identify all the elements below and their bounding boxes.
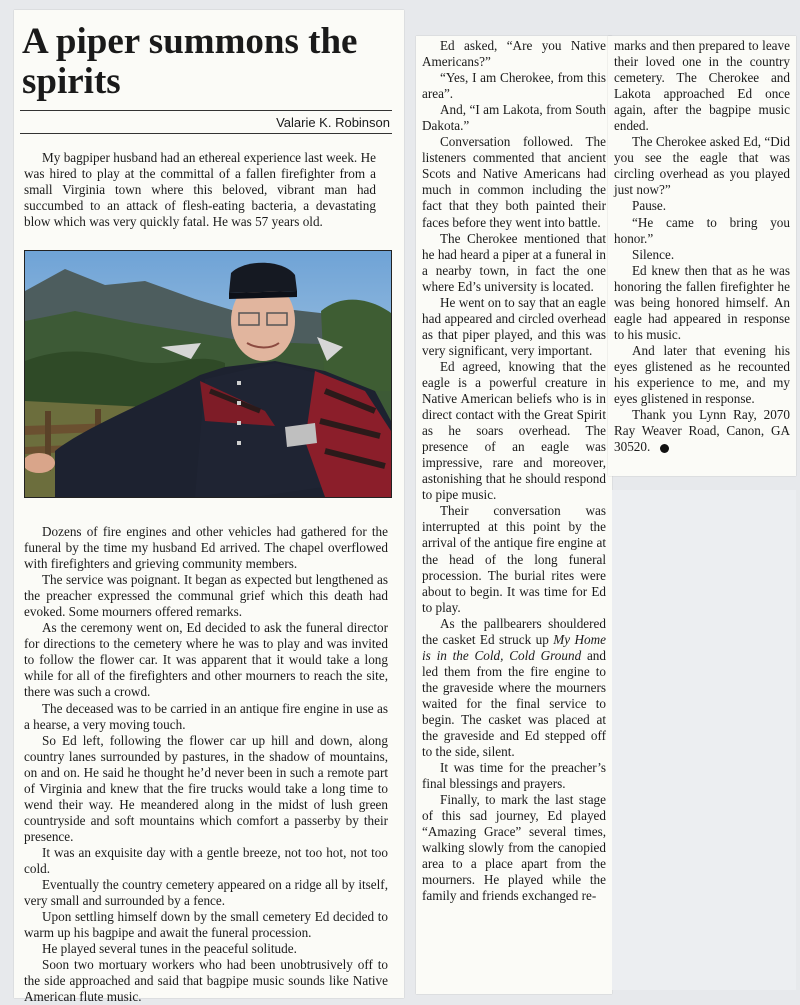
paragraph: And later that evening his eyes glistened as he recounted his experience to me, and my eyes glistened in response. <box>614 342 790 407</box>
paragraph: Eventually the country cemetery appeared on a ridge all by itself, very small and surrounded by a fence. <box>24 877 388 909</box>
paragraph: It was an exquisite day with a gentle breeze, not too hot, not too cold. <box>24 844 388 876</box>
column-two <box>416 36 612 994</box>
paragraph: So Ed left, following the flower car up hill and down, along country lanes surrounded by pastures, in the shadow of mountains, on and on. He said he thought he’d never been in such a remote part of Virginia and knew that the fire trucks would take a long time to wend their way. He meandered along in the midst of lush green countryside and soft mountains which comfort a passerby by their presence. <box>24 732 388 844</box>
paragraph: As the ceremony went on, Ed decided to ask the funeral director for directions to the cemetery where he was to play and was invited to follow the flower car. It was apparent that it would take a long while for all of the firefighters and other mourners to reach the site, there was such a crowd. <box>24 620 388 700</box>
paragraph: Soon two mortuary workers who had been unobtrusively off to the side approached and said that bagpipe music sounds like Native American flute music. <box>24 957 388 1005</box>
column-one <box>14 10 404 1005</box>
text-run: and led them from the fire engine to the graveside where the mourners waited for the final service to begin. The casket was placed at the graveside and Ed stepped off to the side, silent. <box>422 647 606 760</box>
paragraph: Pause. <box>632 198 667 214</box>
paragraph: He played several tunes in the peaceful solitude. <box>42 941 297 957</box>
paragraph: My bagpiper husband had an ethereal experience last week. He was hired to play at the committal of a fallen firefighter from a small Virginia town where this beloved, vibrant man had succumbed to an attack of flesh-eating bacteria, a devastating blow which was very quickly fatal. He was 57 years old. <box>24 150 376 230</box>
photo-bagpiper <box>24 250 392 498</box>
paragraph: The Cherokee mentioned that he had heard a piper at a funeral in a nearby town, in fact the one where Ed’s university is located. <box>422 230 606 294</box>
thanks-text: Thank you Lynn Ray, 2070 Ray Weaver Road, Canon, GA 30520. <box>614 407 790 455</box>
paragraph: Their conversation was interrupted at this point by the arrival of the antique fire engine at the head of the long funeral procession. The burial rites were about to begin. It was time for Ed to play. <box>422 503 606 615</box>
text-run: As the pallbearers shouldered the casket Ed struck up <box>422 615 606 647</box>
paragraph: “He came to bring you honor.” <box>614 214 790 246</box>
paragraph: Finally, to mark the last stage of this sad journey, Ed played “Amazing Grace” several times, walking slowly from the canopied area to a place apart from the mourners. He played while the family and friends exchanged re- <box>422 792 606 904</box>
end-mark-icon <box>660 444 669 453</box>
byline-rule <box>20 133 392 134</box>
column-two-text <box>422 38 606 905</box>
song-title: My Home is in the Cold, Cold Ground <box>422 631 606 663</box>
paragraph: Upon settling himself down by the small cemetery Ed decided to warm up his bagpipe and await the funeral procession. <box>24 909 388 941</box>
paragraph: Ed asked, “Are you Native Americans?” <box>422 38 606 70</box>
paragraph: The service was poignant. It began as expected but lengthened as the preacher expressed the communal grief which this death had evoked. Some mourners offered remarks. <box>24 572 388 620</box>
column-three-text <box>614 38 790 455</box>
headline: A piper summons the spirits <box>22 21 358 102</box>
headline-rule <box>20 110 392 111</box>
paragraph: The Cherokee asked Ed, “Did you see the eagle that was circling overhead as you played just now?” <box>614 134 790 198</box>
paragraph: “Yes, I am Cherokee, from this area”. <box>422 70 606 102</box>
paragraph: Ed knew then that as he was honoring the fallen firefighter he was being honored himself. An eagle had appeared in response to his music. <box>614 262 790 342</box>
paragraph: Ed agreed, knowing that the eagle is a powerful creature in Native American beliefs who is in direct contact with the Great Spirit as he soars overhead. The presence of an eagle was impressive, rare and moreover, astonishing that he should respond to pipe music. <box>422 358 606 503</box>
paragraph: And, “I am Lakota, from South Dakota.” <box>422 102 606 134</box>
byline: Valarie K. Robinson <box>276 115 390 130</box>
paragraph: Dozens of fire engines and other vehicles had gathered for the funeral by the time my husband Ed arrived. The chapel overflowed with firefighters and grieving community members. <box>24 524 388 572</box>
column-one-text <box>24 524 388 1005</box>
paragraph: It was time for the preacher’s final blessings and prayers. <box>422 760 606 792</box>
scan-background <box>612 490 796 990</box>
paragraph: He went on to say that an eagle had appeared and circled overhead as that piper played, and this was very significant, very important. <box>422 294 606 358</box>
intro-text <box>24 150 376 230</box>
paragraph: The deceased was to be carried in an antique fire engine in use as a hearse, a very moving touch. <box>24 700 388 732</box>
paragraph: Conversation followed. The listeners commented that ancient Scots and Native Americans had much in common including the fact that they both painted their faces before they went into battle. <box>422 134 606 230</box>
paragraph-pallbearers <box>422 616 606 760</box>
paragraph: marks and then prepared to leave their loved one in the country cemetery. The Cherokee and Lakota approached Ed once again, after the bagpipe music ended. <box>614 38 790 134</box>
paragraph: Silence. <box>632 246 675 262</box>
thanks-paragraph <box>614 407 790 455</box>
column-three <box>608 36 796 476</box>
